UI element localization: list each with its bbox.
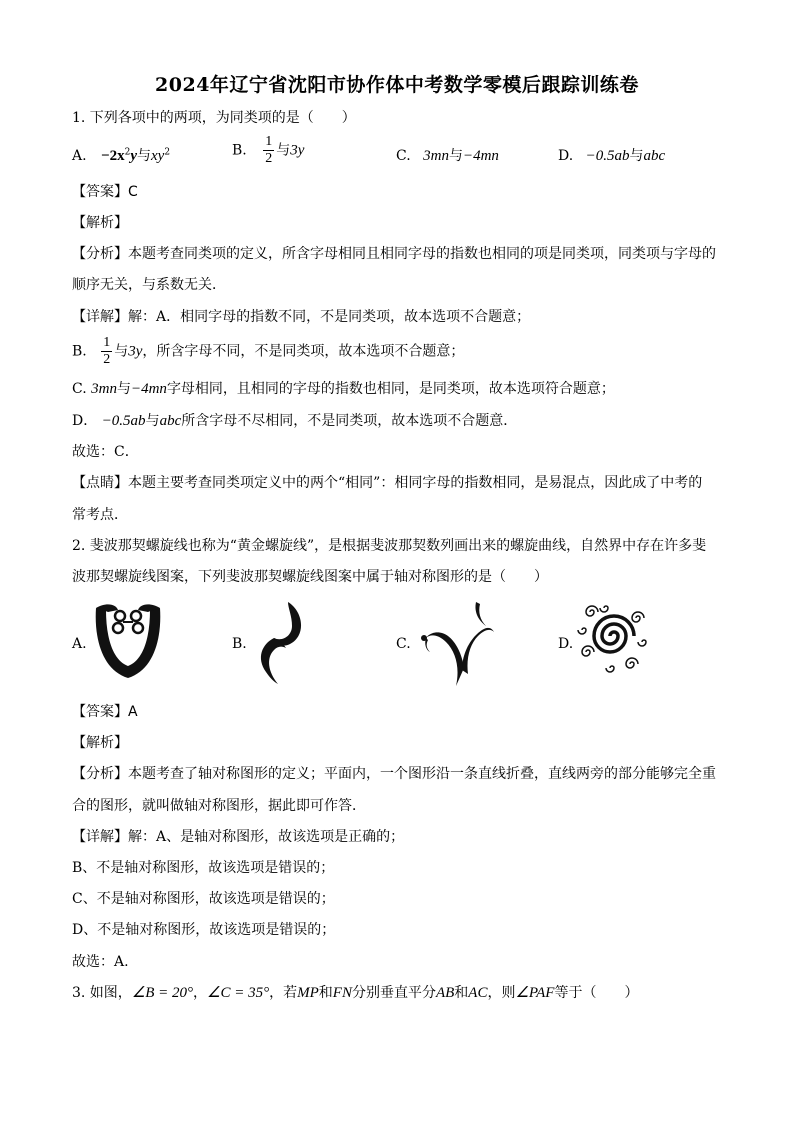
- q1-detail-b-fraction: [101, 335, 112, 368]
- q2-stem-line1: 2. 斐波那契螺旋线也称为“黄金螺旋线”，是根据斐波那契数列画出来的螺旋曲线，自然界中存在许多斐: [72, 538, 707, 554]
- q1-option-a-sup1: 2: [124, 147, 131, 158]
- q1-choose: 故选：C．: [72, 444, 139, 460]
- q2-option-c-label: C.: [396, 636, 411, 652]
- q3-segment-mp: MP: [297, 985, 319, 1001]
- q1-option-c-math-left: 3mn: [423, 148, 449, 164]
- q3-sep1: ，: [193, 985, 208, 1001]
- q2-option-b-label: B.: [232, 636, 247, 652]
- q1-option-b-numerator: 1: [265, 134, 273, 149]
- q1-detail-c-text2: 字母相同，且相同的字母的指数也相同，是同类项，故本选项符合题意；: [166, 381, 615, 397]
- q1-detail-c-math2: −4mn: [130, 381, 167, 397]
- q2-figure-c-tree-spiral: [416, 598, 496, 690]
- q1-detail-b-text2: ，所含字母不同，不是同类项，故本选项不合题意；: [142, 343, 465, 360]
- q3-angle-b: ∠B = 20°: [131, 985, 194, 1001]
- q3-text6: 等于（ ）: [554, 985, 639, 1001]
- q3-text5: ，则: [487, 985, 516, 1001]
- q1-analysis-tag: 【解析】: [72, 215, 128, 231]
- q1-option-d-with: 与: [629, 148, 644, 164]
- q2-option-a-label: A.: [72, 636, 87, 652]
- q1-fenxi-line1: 【分析】本题考查同类项的定义，所含字母相同且相同字母的指数也相同的项是同类项，同类项与字母的: [72, 246, 716, 262]
- q1-option-d: [558, 145, 665, 165]
- q1-dianjing-line1: 【点睛】本题主要考查同类项定义中的两个“相同”：相同字母的指数相同，是易混点，因此成了中考的: [72, 475, 703, 491]
- q1-option-a-sup2: 2: [164, 147, 171, 158]
- q2-detail-a: 【详解】解：A、是轴对称图形，故该选项是正确的；: [72, 829, 405, 845]
- q2-figure-d-multi-spiral: [576, 598, 652, 674]
- q1-detail-d: [72, 411, 517, 431]
- q1-detail-b-label: B.: [72, 343, 87, 360]
- page-title: 2024年辽宁省沈阳市协作体中考数学零模后跟踪训练卷: [155, 74, 639, 96]
- q2-detail-b: B、不是轴对称图形，故该选项是错误的；: [72, 860, 335, 876]
- q1-option-a-math-left: −2x: [101, 148, 125, 164]
- q2-analysis-tag: 【解析】: [72, 735, 128, 751]
- q3-segment-ab: AB: [435, 985, 455, 1001]
- q2-figure-b-s-spiral: [252, 598, 312, 688]
- q3-angle-paf: ∠PAF: [515, 985, 555, 1001]
- q1-detail-d-math2: abc: [159, 413, 182, 429]
- q1-option-d-math-right: abc: [643, 148, 666, 164]
- q1-dianjing-line2: 常考点．: [72, 507, 128, 523]
- q3-segment-ac: AC: [468, 985, 488, 1001]
- q1-option-a: [72, 145, 170, 165]
- q1-detail-d-math1: −0.5ab: [101, 413, 146, 429]
- q1-option-b-fraction: [263, 134, 274, 167]
- q3-text1: ，若: [269, 985, 298, 1001]
- q3-text3: 分别垂直平分: [351, 985, 436, 1001]
- q2-detail-d: D、不是轴对称图形，故该选项是错误的；: [72, 922, 336, 938]
- q1-stem: 1. 下列各项中的两项，为同类项的是（ ）: [72, 110, 356, 126]
- q3-prefix: 3. 如图，: [72, 985, 132, 1001]
- q1-option-b-with: 与: [276, 142, 291, 159]
- q1-detail-b: [72, 335, 464, 368]
- q1-detail-c-label: C.: [72, 381, 87, 397]
- q3-text2: 和: [318, 985, 333, 1001]
- q1-option-c-with: 与: [448, 148, 463, 164]
- q1-detail-b-denominator: 2: [103, 352, 111, 367]
- q1-detail-d-text1: 与: [145, 413, 160, 429]
- q3-segment-fn: FN: [332, 985, 352, 1001]
- q1-option-a-math-mid: y: [130, 148, 137, 164]
- q1-detail-b-math: 3y: [128, 343, 143, 360]
- q1-answer: 【答案】C: [72, 184, 138, 200]
- q2-fenxi-line2: 合的图形，就叫做轴对称图形，据此即可作答．: [72, 798, 366, 814]
- q1-option-b-label: B.: [232, 142, 247, 159]
- q2-choose: 故选：A.: [72, 954, 129, 970]
- q2-figure-a-symmetric-spiral: [88, 598, 168, 684]
- q1-fenxi-line2: 顺序无关，与系数无关．: [72, 277, 226, 293]
- q3-stem: [72, 983, 638, 1003]
- q1-option-b-denominator: 2: [265, 151, 273, 166]
- q1-detail-b-numerator: 1: [103, 335, 111, 350]
- q1-detail-d-text2: 所含字母不尽相同，不是同类项，故本选项不合题意．: [181, 413, 518, 429]
- q2-stem-line2: 波那契螺旋线图案，下列斐波那契螺旋线图案中属于轴对称图形的是（ ）: [72, 569, 548, 585]
- q2-option-d-label: D.: [558, 636, 574, 652]
- q1-option-a-label: A.: [72, 148, 87, 164]
- q1-option-c-math-right: −4mn: [462, 148, 499, 164]
- q1-detail-b-text1: 与: [114, 343, 129, 360]
- q1-detail-c-math1: 3mn: [91, 381, 117, 397]
- q1-option-a-with: 与: [136, 148, 151, 164]
- q1-option-d-label: D.: [558, 148, 574, 164]
- q3-text4: 和: [454, 985, 469, 1001]
- q1-option-b: [232, 134, 304, 167]
- q1-option-a-math-right: xy: [150, 148, 165, 164]
- q1-detail-c-text1: 与: [116, 381, 131, 397]
- q1-detail-d-label: D．: [72, 413, 98, 429]
- q1-detail-a: 【详解】解：A．相同字母的指数不同，不是同类项，故本选项不合题意；: [72, 309, 531, 325]
- q2-answer: 【答案】A: [72, 704, 138, 720]
- q1-option-d-math-left: −0.5ab: [585, 148, 630, 164]
- q1-option-c-label: C.: [396, 148, 411, 164]
- q2-fenxi-line1: 【分析】本题考查了轴对称图形的定义；平面内，一个图形沿一条直线折叠，直线两旁的部分能够完全重: [72, 766, 716, 782]
- q2-detail-c: C、不是轴对称图形，故该选项是错误的；: [72, 891, 335, 907]
- q1-detail-c: [72, 379, 615, 399]
- q1-option-c: [396, 145, 499, 165]
- q1-option-b-math: 3y: [290, 142, 305, 159]
- q3-angle-c: ∠C = 35°: [207, 985, 270, 1001]
